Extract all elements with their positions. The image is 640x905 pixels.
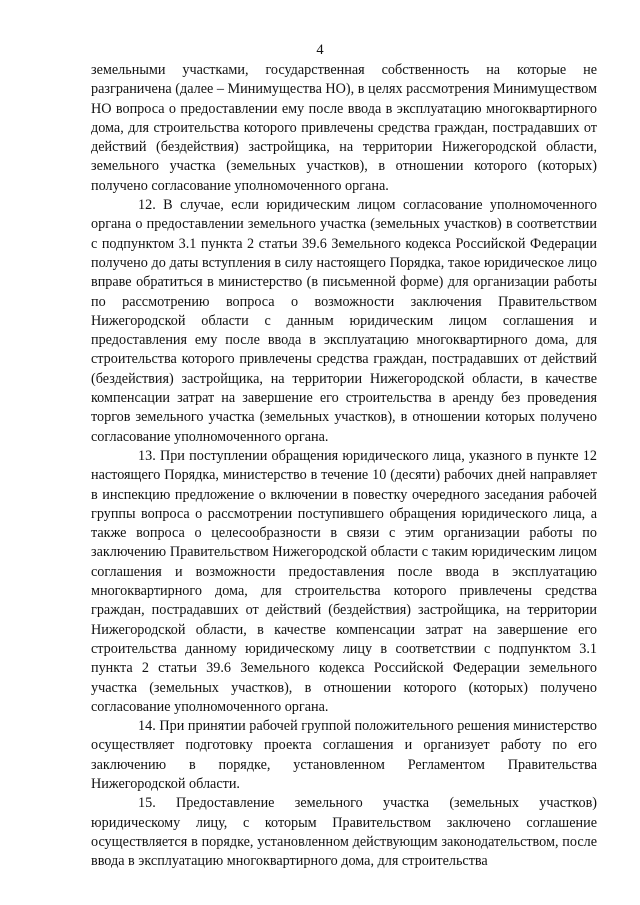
paragraph-continuation: земельными участками, государственная собственность на которые не разграничена (далее – Минимущества НО), в целях рассмотрения Минимуществом НО вопроса о предоставлении ему после ввода в эксплуатацию многоквартирного дома, для строительства которого привлечены средства граждан, пострадавших от действий (бездействия) застройщика, на территории Нижегородской области, земельного участка (земельных участков), в отношении которого (которых) получено согласование уполномоченного органа. (91, 62, 597, 194)
page-number: 4 (316, 42, 324, 58)
paragraph-13: 13. При поступлении обращения юридического лица, указного в пункте 12 настоящего Порядка, министерство в течение 10 (десяти) рабочих дней направляет в инспекцию предложение о включении в повестку очередного заседания рабочей группы вопроса о рассмотрении поступившего обращения юридического лица, а также вопроса о целесообразности в связи с этим организации работы по заключению Правительством Нижегородской области с таким юридическим лицом соглашения и возможности предоставления после ввода в эксплуатацию многоквартирного дома, для строительства которого привлечены средства граждан, пострадавших от действий (бездействия) застройщика, на территории Нижегородской области, в качестве компенсации затрат на завершение его строительства данному юридическому лицу в соответствии с подпунктом 3.1 пункта 2 статьи 39.6 Земельного кодекса Российской Федерации земельного участка (земельных участков), в отношении которого (которых) получено согласование уполномоченного органа. (91, 447, 597, 715)
paragraph-15: 15. Предоставление земельного участка (земельных участков) юридическому лицу, с которым Правительством заключено соглашение осуществляется в порядке, установленном действующим законодательством, после ввода в эксплуатацию многоквартирного дома, для строительства (91, 795, 597, 870)
paragraph-14: 14. При принятии рабочей группой положительного решения министерство осуществляет подготовку проекта соглашения и организует работу по его заключению в порядке, установленном Регламентом Правительства Нижегородской области. (91, 718, 597, 792)
document-body (91, 61, 597, 871)
paragraph-12: 12. В случае, если юридическим лицом согласование уполномоченного органа о предоставлении земельного участка (земельных участков) в соответствии с подпунктом 3.1 пункта 2 статьи 39.6 Земельного кодекса Российской Федерации получено до даты вступления в силу настоящего Порядка, такое юридическое лицо вправе обратиться в министерство (в письменной форме) для организации работы по рассмотрению вопроса о возможности заключения Правительством Нижегородской области с данным юридическим лицом соглашения и предоставления ему после ввода в эксплуатацию многоквартирного дома, для строительства которого привлечены средства граждан, пострадавших от действий (бездействия) застройщика, на территории Нижегородской области, в качестве компенсации затрат на завершение его строительства в аренду без проведения торгов земельного участка (земельных участков), в отношении которых получено согласование уполномоченного органа. (91, 197, 597, 445)
